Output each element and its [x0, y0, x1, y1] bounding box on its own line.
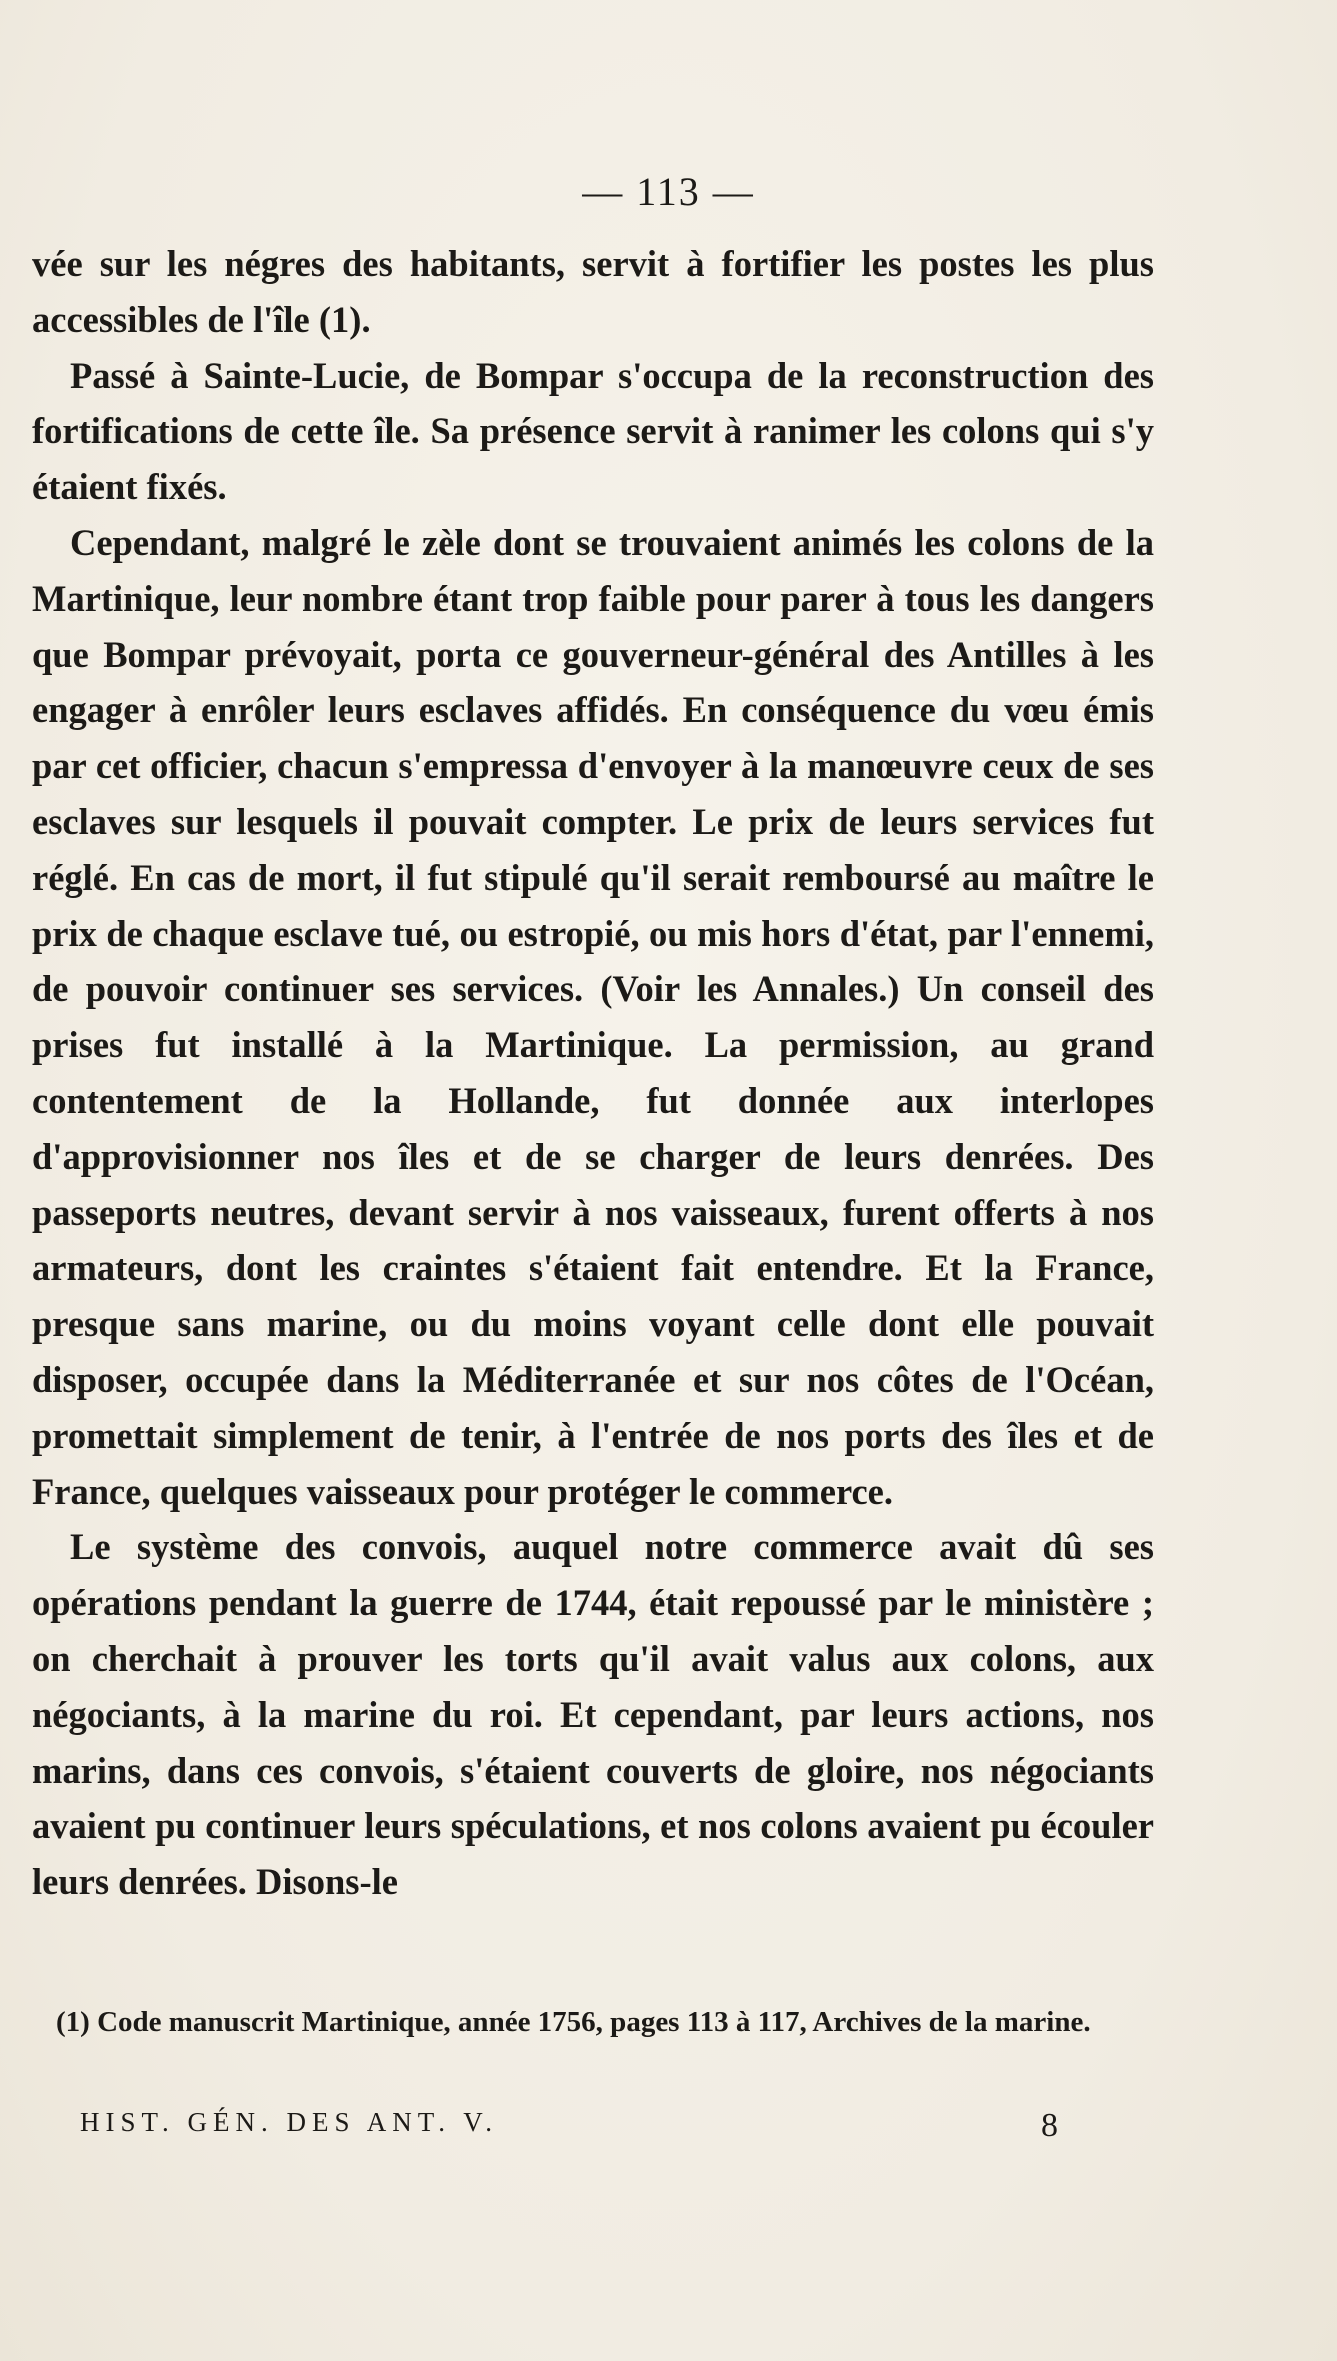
main-text [32, 236, 1154, 1910]
signature-mark: HIST. GÉN. DES ANT. V. [80, 2107, 499, 2137]
paragraph-3: Cependant, malgré le zèle dont se trouvaient animés les colons de la Martinique, leur nombre étant trop faible pour parer à tous les dangers que Bompar prévoyait, porta ce gouverneur-général des Antilles à les engager à enrôler leurs esclaves affidés. En conséquence du vœu émis par cet officier, chacun s'empressa d'envoyer à la manœuvre ceux de ses esclaves sur lesquels il pouvait compter. Le prix de leurs services fut réglé. En cas de mort, il fut stipulé qu'il serait remboursé au maître le prix de chaque esclave tué, ou estropié, ou mis hors d'état, par l'ennemi, de pouvoir continuer ses services. (Voir les Annales.) Un conseil des prises fut installé à la Martinique. La permission, au grand contentement de la Hollande, fut donnée aux interlopes d'approvisionner nos îles et de se charger de leurs denrées. Des passeports neutres, devant servir à nos vaisseaux, furent offerts à nos armateurs, dont les craintes s'étaient fait entendre. Et la France, presque sans marine, ou du moins voyant celle dont elle pouvait disposer, occupée dans la Méditerranée et sur nos côtes de l'Océan, promettait simplement de tenir, à l'entrée de nos ports des îles et de France, quelques vaisseaux pour protéger le commerce. [32, 521, 1154, 1512]
paragraph-1: vée sur les négres des habitants, servit à fortifier les postes les plus accessibles de l'île (1). [32, 243, 1154, 340]
footnote [32, 2000, 1154, 2044]
paragraph-4: Le système des convois, auquel notre commerce avait dû ses opérations pendant la guerre de 1744, était repoussé par le ministère ; on cherchait à prouver les torts qu'il avait valus aux colons, aux négociants, à la marine du roi. Et cependant, par leurs actions, nos marins, dans ces convois, s'étaient couverts de gloire, nos négociants avaient pu continuer leurs spéculations, et nos colons avaient pu écouler leurs denrées. Disons-le [32, 1526, 1154, 1903]
footnote-text: (1) Code manuscrit Martinique, année 1756, pages 113 à 117, Archives de la marine. [56, 2006, 1091, 2038]
signature-number: 8 [1041, 2107, 1058, 2144]
paragraph-2: Passé à Sainte-Lucie, de Bompar s'occupa de la reconstruction des fortifications de cette île. Sa présence servit à ranimer les colons qui s'y étaient fixés. [32, 354, 1154, 508]
page-number-header: — 113 — [582, 169, 755, 214]
